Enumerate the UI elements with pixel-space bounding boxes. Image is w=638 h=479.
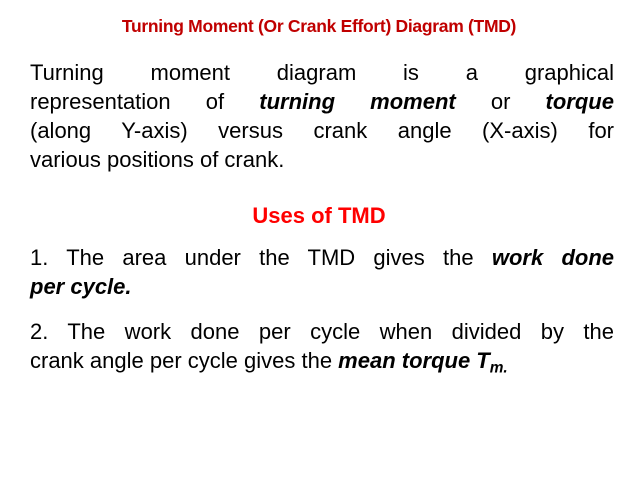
use-1-emphasis-cont: per cycle. [30,274,132,299]
definition-text: Turning moment diagram is a graphical [30,60,614,85]
definition-line-3 [30,116,614,145]
use-1-text: 1. The area under the TMD gives the [30,245,492,270]
definition-line-1 [30,58,614,87]
definition-line-4 [30,145,614,174]
definition-emphasis: torque [545,89,614,114]
use-2-text: 2. The work done per cycle when divided by the [30,319,614,344]
use-1-line-1 [30,243,614,272]
definition-emphasis: turning moment [259,89,456,114]
use-2-text: crank angle per cycle gives the [30,348,339,373]
definition-text: various positions of crank. [30,147,285,172]
uses-heading: Uses of TMD [252,203,386,228]
definition-text: representation of [30,89,260,114]
use-1-emphasis: work done [491,245,614,270]
slide-title: Turning Moment (Or Crank Effort) Diagram (TMD) [121,16,517,36]
mean-torque-term: mean torque T [338,348,490,373]
definition-text: (along Y-axis) versus crank angle (X-axis) for [30,118,614,143]
definition-text: or [455,89,546,114]
mean-torque-subscript: m. [489,359,508,377]
use-2-line-2 [30,346,614,383]
use-item-2 [30,317,614,383]
use-1-line-2 [30,272,614,301]
definition-paragraph [30,58,614,174]
use-2-line-1 [30,317,614,346]
use-item-1 [30,243,614,301]
definition-line-2 [30,87,614,116]
